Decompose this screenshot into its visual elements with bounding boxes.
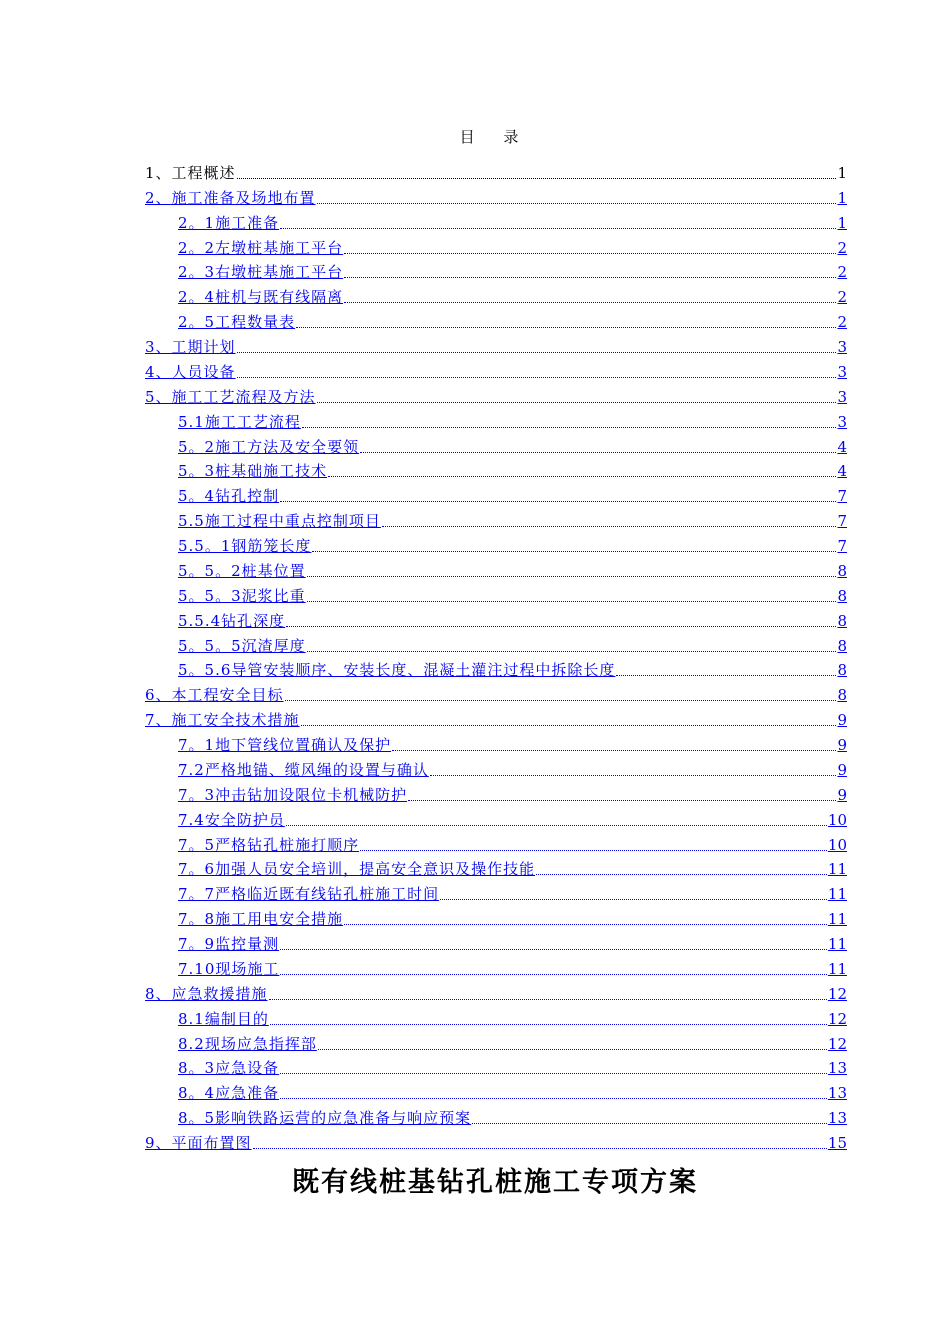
toc-entry-label: 2。5工程数量表 <box>178 313 296 332</box>
toc-entry-label: 5。4钻孔控制 <box>178 487 280 506</box>
toc-entry-label: 6、本工程安全目标 <box>145 686 284 705</box>
toc-page-number: 8 <box>837 561 847 580</box>
toc-entry-label: 2。1施工准备 <box>178 213 280 232</box>
toc-entry-label: 2、施工准备及场地布置 <box>145 188 316 207</box>
toc-leader-dots <box>280 973 827 975</box>
toc-entry-label: 8。4应急准备 <box>178 1084 280 1103</box>
toc-entry[interactable] <box>145 158 847 183</box>
toc-leader-dots <box>237 177 837 179</box>
toc-page-number: 12 <box>827 1009 847 1028</box>
toc-page-number: 10 <box>827 835 847 854</box>
toc-entry[interactable] <box>145 606 847 631</box>
toc-entry[interactable] <box>145 730 847 755</box>
toc-entry[interactable] <box>145 457 847 482</box>
toc-page-number: 7 <box>837 487 847 506</box>
toc-heading: 目 录 <box>459 128 531 146</box>
toc-entry-label: 3、工期计划 <box>145 338 236 356</box>
toc-entry-label: 7.10现场施工 <box>178 959 280 978</box>
toc-page-number: 4 <box>837 462 847 481</box>
toc-page-number: 1 <box>837 188 847 207</box>
toc-entry[interactable] <box>145 208 847 233</box>
toc-entry[interactable] <box>145 407 847 432</box>
toc-entry[interactable] <box>145 183 847 208</box>
toc-entry-label: 8.1编制目的 <box>178 1009 269 1028</box>
toc-entry[interactable] <box>145 531 847 556</box>
toc-entry[interactable] <box>145 879 847 904</box>
toc-page-number: 9 <box>837 785 847 804</box>
toc-entry-label: 5。5.6导管安装顺序、安装长度、混凝土灌注过程中拆除长度 <box>178 661 616 680</box>
toc-page-number: 2 <box>837 313 847 332</box>
toc-leader-dots <box>360 849 827 851</box>
toc-page-number: 12 <box>827 1034 847 1053</box>
toc-entry[interactable] <box>145 1054 847 1079</box>
toc-page-number: 15 <box>827 1134 847 1152</box>
toc-page-number: 13 <box>827 1059 847 1078</box>
toc-leader-dots <box>360 451 836 453</box>
toc-leader-dots <box>312 550 836 552</box>
toc-page-number: 11 <box>827 860 847 879</box>
toc-entry[interactable] <box>145 432 847 457</box>
toc-entry[interactable] <box>145 929 847 954</box>
toc-entry[interactable] <box>145 1029 847 1054</box>
toc-leader-dots <box>317 401 837 403</box>
toc-page-number: 9 <box>837 760 847 779</box>
toc-entry[interactable] <box>145 581 847 606</box>
toc-leader-dots <box>344 301 836 303</box>
toc-page-number: 11 <box>827 935 847 953</box>
toc-entry[interactable] <box>145 1078 847 1103</box>
toc-page-number: 8 <box>837 661 847 680</box>
toc-entry[interactable] <box>145 680 847 705</box>
toc-entry-label: 8.2现场应急指挥部 <box>178 1034 317 1053</box>
toc-entry[interactable] <box>145 805 847 830</box>
toc-leader-dots <box>286 625 836 627</box>
toc-leader-dots <box>285 699 837 701</box>
toc-leader-dots <box>472 1122 827 1124</box>
toc-leader-dots <box>344 923 827 925</box>
toc-entry[interactable] <box>145 1128 847 1153</box>
toc-entry[interactable] <box>145 631 847 656</box>
toc-entry[interactable] <box>145 382 847 407</box>
toc-leader-dots <box>296 326 836 328</box>
toc-page-number: 1 <box>837 163 847 182</box>
toc-entry-label: 7、施工安全技术措施 <box>145 711 300 730</box>
toc-leader-dots <box>344 276 836 278</box>
toc-leader-dots <box>269 998 827 1000</box>
toc-leader-dots <box>286 824 827 826</box>
toc-page-number: 3 <box>837 362 847 381</box>
toc-leader-dots <box>317 202 837 204</box>
toc-entry-label: 8。3应急设备 <box>178 1059 280 1078</box>
toc-leader-dots <box>280 1072 827 1074</box>
toc-page-number: 11 <box>827 885 847 904</box>
toc-entry[interactable] <box>145 258 847 283</box>
toc-entry[interactable] <box>145 904 847 929</box>
toc-entry[interactable] <box>145 481 847 506</box>
toc-leader-dots <box>237 351 837 353</box>
toc-page-number: 2 <box>837 288 847 307</box>
toc-page-number: 12 <box>827 984 847 1003</box>
toc-leader-dots <box>280 1097 827 1099</box>
toc-leader-dots <box>280 948 827 950</box>
toc-page-number: 3 <box>837 387 847 406</box>
toc-entry-label: 7。5严格钻孔桩施打顺序 <box>178 835 360 854</box>
toc-page-number: 4 <box>837 437 847 456</box>
toc-entry-label: 7。3冲击钻加设限位卡机械防护 <box>178 785 408 804</box>
toc-entry[interactable] <box>145 307 847 332</box>
toc-page-number: 7 <box>837 537 847 555</box>
toc-entry[interactable] <box>145 1103 847 1128</box>
toc-page-number: 11 <box>827 910 847 929</box>
toc-entry-label: 1、工程概述 <box>145 163 236 182</box>
toc-entry[interactable] <box>145 855 847 880</box>
toc-entry-label: 7。1地下管线位置确认及保护 <box>178 736 392 754</box>
toc-entry[interactable] <box>145 556 847 581</box>
toc-entry-label: 5。5。3泥浆比重 <box>178 586 306 605</box>
toc-page-number: 8 <box>837 586 847 605</box>
toc-entry[interactable] <box>145 332 847 357</box>
toc-leader-dots <box>328 475 836 477</box>
toc-entry[interactable] <box>145 282 847 307</box>
toc-entry-label: 7。7严格临近既有线钻孔桩施工时间 <box>178 885 440 904</box>
toc-entry[interactable] <box>145 357 847 382</box>
toc-entry-label: 5.1施工工艺流程 <box>178 412 301 431</box>
toc-page-number: 1 <box>837 213 847 232</box>
toc-leader-dots <box>382 525 837 527</box>
document-title: 既有线桩基钻孔桩施工专项方案 <box>292 1167 698 1198</box>
toc-page-number: 8 <box>837 611 847 630</box>
toc-entry-label: 2。2左墩桩基施工平台 <box>178 238 344 257</box>
toc-leader-dots <box>307 600 837 602</box>
toc-leader-dots <box>616 674 836 676</box>
toc-leader-dots <box>344 252 836 254</box>
toc-page-number: 13 <box>827 1109 847 1128</box>
table-of-contents <box>145 158 847 1153</box>
toc-entry-label: 4、人员设备 <box>145 362 236 381</box>
toc-leader-dots <box>301 724 837 726</box>
toc-page-number: 3 <box>837 338 847 356</box>
toc-entry[interactable] <box>145 780 847 805</box>
toc-page-number: 13 <box>827 1084 847 1103</box>
toc-entry-label: 5、施工工艺流程及方法 <box>145 387 316 406</box>
toc-page-number: 11 <box>827 959 847 978</box>
toc-page-number: 9 <box>837 711 847 730</box>
toc-leader-dots <box>253 1147 827 1149</box>
toc-leader-dots <box>237 376 837 378</box>
toc-page-number: 2 <box>837 238 847 257</box>
toc-entry-label: 7。8施工用电安全措施 <box>178 910 344 929</box>
toc-entry[interactable] <box>145 979 847 1004</box>
toc-entry-label: 8。5影响铁路运营的应急准备与响应预案 <box>178 1109 472 1128</box>
toc-entry-label: 2。3右墩桩基施工平台 <box>178 263 344 282</box>
toc-entry-label: 5。2施工方法及安全要领 <box>178 437 360 456</box>
toc-entry-label: 5。3桩基础施工技术 <box>178 462 328 481</box>
toc-leader-dots <box>280 500 836 502</box>
toc-leader-dots <box>430 774 837 776</box>
toc-leader-dots <box>270 1023 827 1025</box>
toc-leader-dots <box>392 749 836 751</box>
toc-leader-dots <box>307 575 837 577</box>
toc-entry[interactable] <box>145 954 847 979</box>
toc-page-number: 8 <box>837 686 847 705</box>
toc-leader-dots <box>318 1048 827 1050</box>
toc-entry[interactable] <box>145 755 847 780</box>
toc-entry[interactable] <box>145 1004 847 1029</box>
toc-page-number: 3 <box>837 412 847 431</box>
toc-leader-dots <box>280 227 836 229</box>
toc-entry-label: 7。6加强人员安全培训，提高安全意识及操作技能 <box>178 860 536 879</box>
toc-entry[interactable] <box>145 705 847 730</box>
toc-page-number: 7 <box>837 512 847 531</box>
toc-entry-label: 5.5施工过程中重点控制项目 <box>178 512 381 531</box>
toc-page-number: 8 <box>837 636 847 655</box>
toc-entry-label: 7.4安全防护员 <box>178 810 285 829</box>
toc-leader-dots <box>440 898 827 900</box>
toc-entry-label: 7。9监控量测 <box>178 935 280 953</box>
toc-page-number: 9 <box>837 736 847 754</box>
toc-leader-dots <box>408 799 836 801</box>
toc-entry-label: 5.5。1钢筋笼长度 <box>178 537 312 555</box>
toc-entry-label: 7.2严格地锚、缆风绳的设置与确认 <box>178 760 429 779</box>
toc-entry[interactable] <box>145 233 847 258</box>
toc-leader-dots <box>307 650 837 652</box>
toc-entry[interactable] <box>145 656 847 681</box>
toc-page-number: 10 <box>827 810 847 829</box>
toc-entry-label: 9、平面布置图 <box>145 1134 252 1152</box>
toc-entry-label: 2。4桩机与既有线隔离 <box>178 288 344 307</box>
toc-entry-label: 5.5.4钻孔深度 <box>178 611 286 630</box>
toc-entry-label: 5。5。5沉渣厚度 <box>178 636 306 655</box>
toc-entry-label: 8、应急救援措施 <box>145 984 268 1003</box>
toc-page-number: 2 <box>837 263 847 282</box>
toc-entry[interactable] <box>145 506 847 531</box>
toc-entry[interactable] <box>145 830 847 855</box>
toc-leader-dots <box>536 873 827 875</box>
toc-entry-label: 5。5。2桩基位置 <box>178 561 306 580</box>
toc-leader-dots <box>302 426 837 428</box>
